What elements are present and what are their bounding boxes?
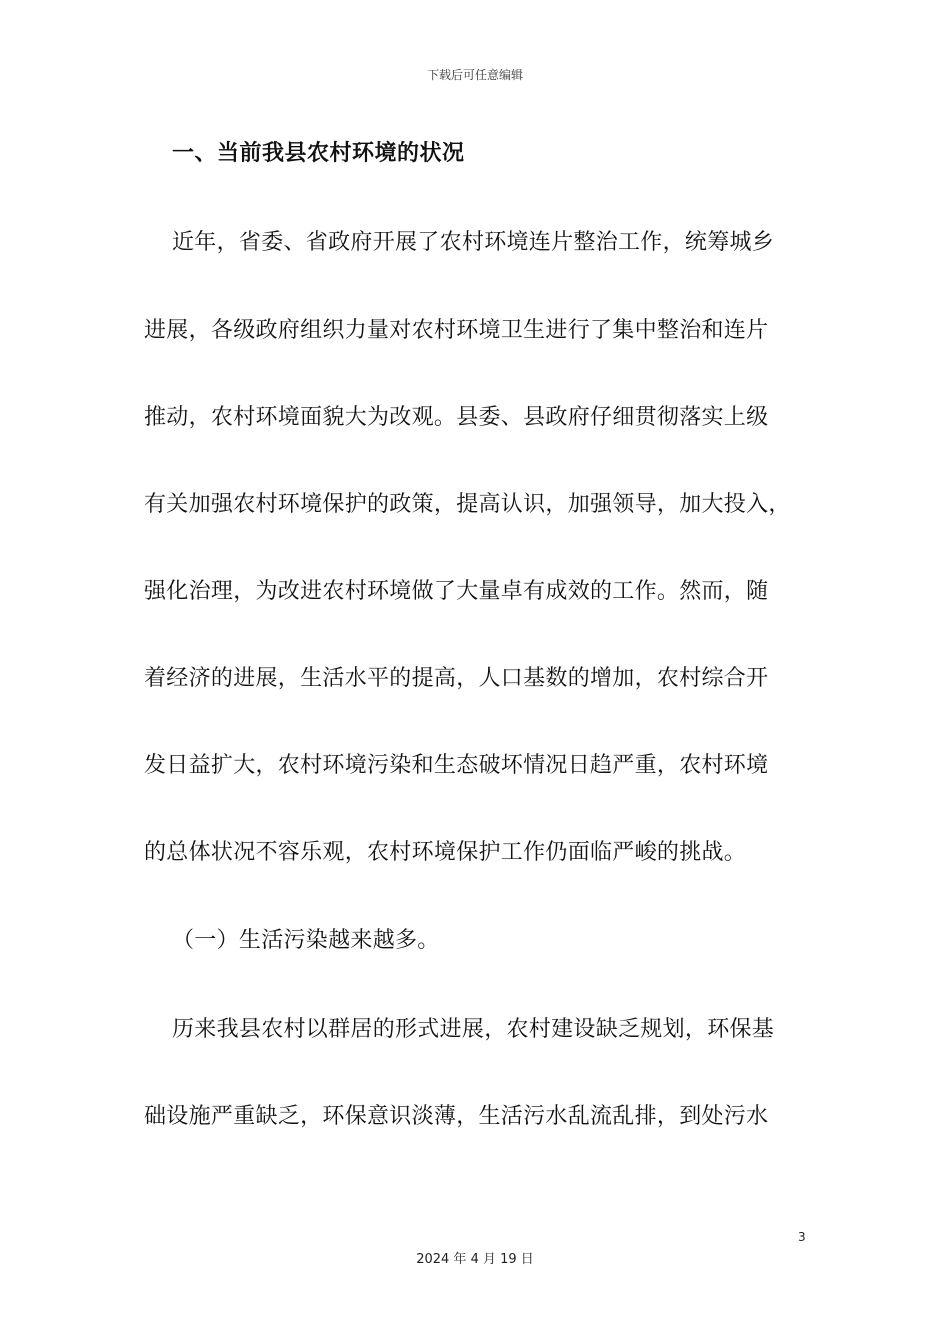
paragraph-line: 推动，农村环境面貌大为改观。县委、县政府仔细贯彻落实上级 (144, 405, 769, 430)
paragraph-line: 的总体状况不容乐观，农村环境保护工作仍面临严峻的挑战。 (144, 840, 747, 865)
paragraph-line: 近年，省委、省政府开展了农村环境连片整治工作，统筹城乡 (172, 230, 775, 255)
paragraph-line: 础设施严重缺乏，环保意识淡薄，生活污水乱流乱排，到处污水 (144, 1104, 769, 1129)
paragraph-line: 着经济的进展，生活水平的提高，人口基数的增加，农村综合开 (144, 666, 769, 691)
paragraph-line: 历来我县农村以群居的形式进展，农村建设缺乏规划，环保基 (172, 1017, 775, 1042)
paragraph-line: 进展，各级政府组织力量对农村环境卫生进行了集中整治和连片 (144, 318, 769, 343)
section-heading: 一、当前我县农村环境的状况 (172, 141, 465, 166)
page-number: 3 (798, 1230, 806, 1244)
subheading: （一）生活污染越来越多。 (172, 928, 440, 953)
paragraph-line: 发日益扩大，农村环境污染和生态破坏情况日趋严重，农村环境 (144, 753, 769, 778)
footer-date: 2024 年 4 月 19 日 (416, 1252, 534, 1267)
paragraph-line: 强化治理，为改进农村环境做了大量卓有成效的工作。然而，随 (144, 579, 769, 604)
paragraph-line: 有关加强农村环境保护的政策，提高认识，加强领导，加大投入， (144, 492, 791, 517)
header-note: 下载后可任意编辑 (426, 68, 523, 82)
